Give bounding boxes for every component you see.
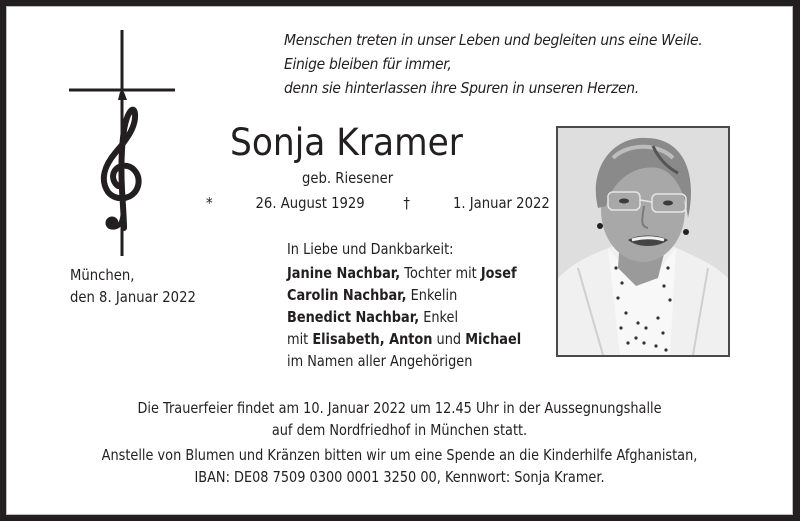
- portrait-photo: [556, 126, 730, 357]
- funeral-info-line: auf dem Nordfriedhof in München statt.: [271, 421, 528, 439]
- death-cross-icon: †: [403, 194, 411, 212]
- cross-with-treble-clef-icon: [62, 30, 182, 256]
- service-information: [6, 397, 793, 488]
- birth-date: * 26. August 1929: [206, 194, 365, 212]
- poem-line: Einige bleiben für immer,: [284, 55, 452, 73]
- maiden-name: geb. Riesener: [302, 169, 394, 187]
- death-date: † 1. Januar 2022: [403, 194, 550, 212]
- donation-info-line: IBAN: DE08 7509 0300 0001 3250 00, Kennwort: Sonja Kramer.: [194, 468, 605, 486]
- donation-info-line: Anstelle von Blumen und Kränzen bitten wir um eine Spende an die Kinderhilfe Afghanistan,: [101, 446, 698, 464]
- poem-verse: [284, 28, 734, 100]
- life-dates: [206, 192, 550, 214]
- notice-date: den 8. Januar 2022: [70, 288, 196, 306]
- place-city: München,: [70, 266, 135, 284]
- mourner-line: Carolin Nachbar, Enkelin: [287, 286, 458, 304]
- birth-star-icon: *: [206, 194, 213, 212]
- poem-line: Menschen treten in unser Leben und begleiten uns eine Weile.: [284, 31, 703, 49]
- mourners-list: [287, 238, 521, 372]
- mourner-line: Janine Nachbar, Tochter mit Josef: [287, 264, 517, 282]
- mourner-line: mit Elisabeth, Anton und Michael: [287, 330, 522, 348]
- mourners-closing: im Namen aller Angehörigen: [287, 352, 473, 370]
- poem-line: denn sie hinterlassen ihre Spuren in unseren Herzen.: [284, 79, 639, 97]
- funeral-info-line: Die Trauerfeier findet am 10. Januar 2022 um 12.45 Uhr in der Aussegnungshalle: [137, 399, 662, 417]
- mourner-line: Benedict Nachbar, Enkel: [287, 308, 459, 326]
- deceased-name: Sonja Kramer: [230, 121, 463, 164]
- mourners-intro: In Liebe und Dankbarkeit:: [287, 240, 454, 258]
- place-and-date: [70, 264, 196, 308]
